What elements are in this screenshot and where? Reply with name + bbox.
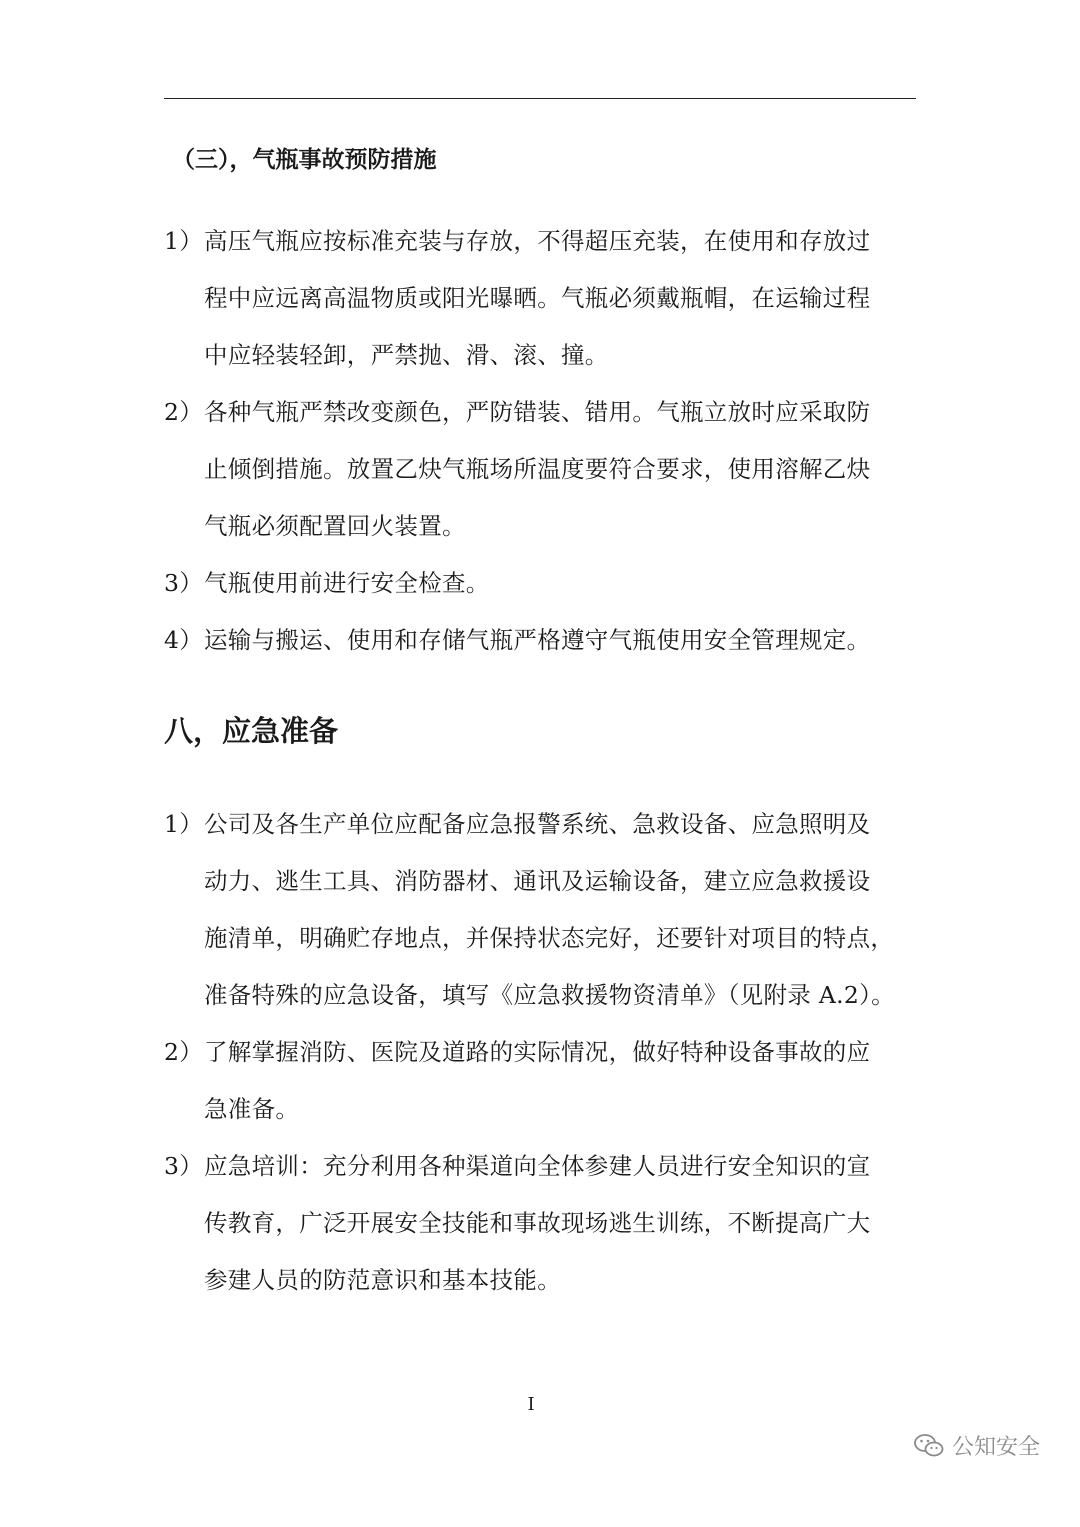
item-text-line: 各种气瓶严禁改变颜色，严防错装、错用。气瓶立放时应采取防	[204, 398, 871, 426]
watermark	[914, 1430, 1040, 1461]
watermark-text: 公知安全	[951, 1435, 1040, 1460]
item-text-line: 气瓶必须配置回火装置。	[204, 512, 466, 540]
item-text-line: 动力、逃生工具、消防器材、通讯及运输设备，建立应急救援设	[204, 867, 871, 895]
item-text-line: 准备特殊的应急设备，填写《应急救援物资清单》（见附录 A.2）。	[204, 981, 895, 1009]
list-item	[164, 1138, 916, 1309]
emergency-prep-list	[164, 796, 916, 1309]
precaution-list	[164, 213, 916, 669]
item-text-line: 止倾倒措施。放置乙炔气瓶场所温度要符合要求，使用溶解乙炔	[204, 455, 871, 483]
item-text-line: 传教育，广泛开展安全技能和事故现场逃生训练，不断提高广大	[204, 1209, 871, 1237]
item-text-line: 高压气瓶应按标准充装与存放，不得超压充装，在使用和存放过	[204, 227, 871, 255]
header-rule	[164, 98, 916, 99]
page-number: I	[527, 1394, 535, 1415]
item-text-line: 应急培训：充分利用各种渠道向全体参建人员进行安全知识的宣	[204, 1152, 871, 1180]
item-number: 4）	[164, 626, 204, 654]
item-number: 2）	[164, 1038, 204, 1066]
item-text-line: 参建人员的防范意识和基本技能。	[204, 1266, 561, 1294]
list-item	[164, 555, 916, 612]
list-item	[164, 213, 916, 384]
item-number: 1）	[164, 810, 204, 838]
item-text-line: 气瓶使用前进行安全检查。	[204, 569, 490, 597]
item-number: 3）	[164, 1152, 204, 1180]
wechat-icon	[914, 1433, 944, 1459]
item-text-line: 了解掌握消防、医院及道路的实际情况，做好特种设备事故的应	[204, 1038, 871, 1066]
item-text-line: 公司及各生产单位应配备应急报警系统、急救设备、应急照明及	[204, 810, 871, 838]
subsection-title: （三），气瓶事故预防措施	[172, 146, 437, 173]
item-text-line: 急准备。	[204, 1095, 300, 1123]
list-item	[164, 796, 916, 1024]
list-item	[164, 384, 916, 555]
item-number: 1）	[164, 227, 204, 255]
item-number: 3）	[164, 569, 204, 597]
item-text-line: 程中应远离高温物质或阳光曝晒。气瓶必须戴瓶帽，在运输过程	[204, 284, 871, 312]
list-item	[164, 1024, 916, 1138]
list-item	[164, 612, 916, 669]
item-number: 2）	[164, 398, 204, 426]
item-text-line: 中应轻装轻卸，严禁抛、滑、滚、撞。	[204, 341, 609, 369]
item-text-line: 运输与搬运、使用和存储气瓶严格遵守气瓶使用安全管理规定。	[204, 626, 871, 654]
item-text-line: 施清单，明确贮存地点，并保持状态完好，还要针对项目的特点，	[204, 924, 895, 952]
section-title: 八，应急准备	[164, 714, 339, 748]
